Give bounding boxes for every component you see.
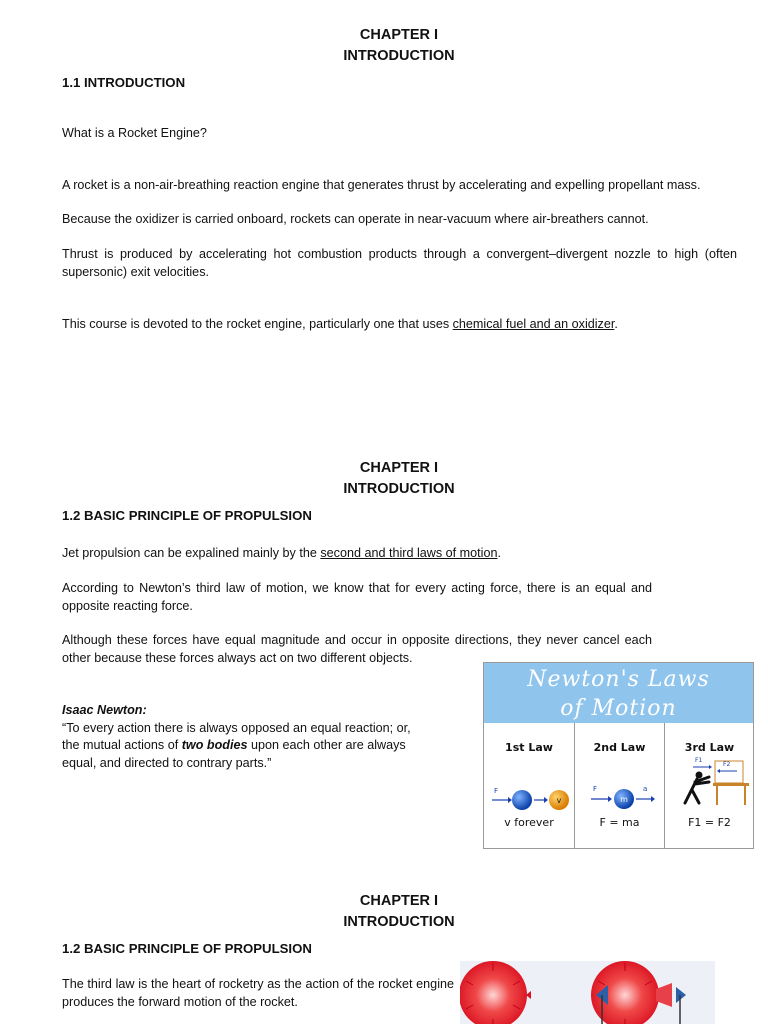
paragraph-text: Jet propulsion can be expalined mainly by the	[62, 546, 321, 560]
section-title: 1.1 INTRODUCTION	[62, 75, 186, 90]
underlined-phrase: second and third laws of motion	[320, 546, 498, 560]
chapter-subtitle: INTRODUCTION	[343, 481, 455, 497]
force-label: F	[494, 787, 499, 795]
law-column-2	[574, 723, 664, 849]
law-column-3	[664, 723, 754, 849]
chapter-heading-1	[15, 25, 768, 67]
section-title: 1.2 BASIC PRINCIPLE OF PROPULSION	[62, 941, 312, 956]
quote-author: Isaac Newton:	[62, 703, 147, 717]
formula-label: F1 = F2	[688, 816, 731, 829]
chapter-label: CHAPTER I	[359, 460, 439, 476]
force-2-label: F2	[723, 761, 731, 768]
paragraph: Because the oxidizer is carried onboard, rockets can operate in near-vacuum where air-breathers cannot.	[62, 212, 649, 226]
chapter-heading-3	[15, 891, 768, 933]
question-text: What is a Rocket Engine?	[62, 126, 207, 140]
chapter-subtitle: INTRODUCTION	[343, 48, 455, 64]
quote-emphasis: two bodies	[181, 738, 248, 752]
paragraph: A rocket is a non-air-breathing reaction engine that generates thrust by accelerating and expelling propellant mass.	[62, 178, 701, 192]
force-1-label: F1	[695, 757, 703, 764]
third-law-illustration-icon	[665, 757, 755, 813]
second-law-illustration-icon	[575, 779, 665, 819]
law-label: 3rd Law	[684, 741, 735, 754]
paragraph-text: .	[614, 317, 618, 331]
paragraph: Although these forces have equal magnitude and occur in opposite directions, they never cancel each other because these forces always act on two different objects.	[62, 633, 652, 665]
paragraph: Thrust is produced by accelerating hot combustion products through a convergent–divergent nozzle to high (often supersonic) exit velocities.	[62, 247, 737, 279]
mass-label: m	[620, 795, 628, 804]
paragraph	[62, 316, 742, 334]
law-label: 1st Law	[505, 741, 553, 754]
chapter-heading-2	[15, 458, 768, 500]
chapter-label: CHAPTER I	[359, 27, 439, 43]
force-label: F	[593, 785, 598, 793]
quote-text: upon each other are always equal, and directed to contrary parts.”	[62, 738, 406, 770]
newton-quote	[62, 702, 417, 772]
paragraph: According to Newton’s third law of motion, we know that for every acting force, there is an equal and opposite reacting force.	[62, 581, 652, 613]
law-label: 2nd Law	[593, 741, 646, 754]
svg-text:v: v	[556, 796, 562, 805]
quote-text: “To every action there is always opposed an equal reaction; or, the mutual actions of	[62, 720, 411, 752]
chapter-subtitle: INTRODUCTION	[343, 914, 455, 930]
paragraph-text: .	[497, 546, 501, 560]
paragraph-text: This course is devoted to the rocket engine, particularly one that uses	[62, 317, 453, 331]
newtons-laws-figure	[483, 662, 754, 849]
formula-label: v forever	[504, 816, 554, 829]
paragraph: The third law is the heart of rocketry as the action of the rocket engine produces the forward motion of the rocket.	[62, 977, 454, 1009]
balloon-thrust-figure-icon	[460, 961, 715, 1024]
paragraph	[62, 545, 662, 563]
chapter-label: CHAPTER I	[359, 893, 439, 909]
figure-title-line2: of Motion	[560, 696, 677, 721]
figure-title-line1: Newton's Laws	[527, 667, 710, 692]
figure-header	[484, 663, 753, 723]
first-law-illustration-icon	[484, 781, 574, 821]
law-column-1	[484, 723, 574, 849]
underlined-phrase: chemical fuel and an oxidizer	[452, 317, 615, 331]
formula-label: F = ma	[599, 816, 640, 829]
section-title: 1.2 BASIC PRINCIPLE OF PROPULSION	[62, 508, 312, 523]
accel-label: a	[643, 785, 648, 793]
